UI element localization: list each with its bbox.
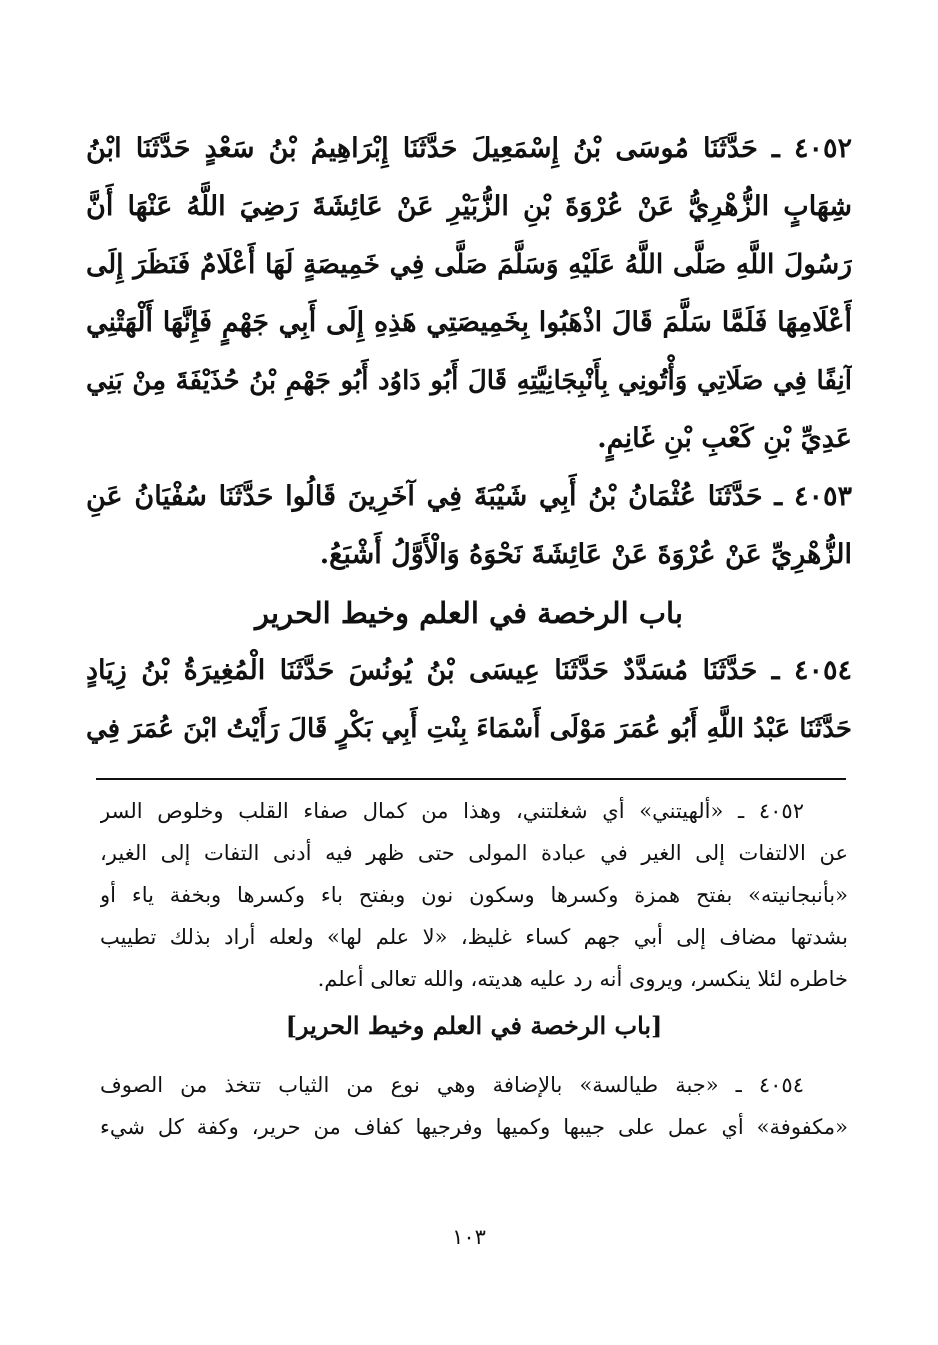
text-line: أَعْلَامِهَا فَلَمَّا سَلَّمَ قَالَ اذْهَبُوا بِخَمِيصَتِي هَذِهِ إِلَى أَبِي جَهْمٍ فَإِنَّهَا أَلْهَتْنِي: [86, 307, 852, 338]
footnote-line: بشدتها مضاف إلى أبي جهم كساء غليظ، «لا علم لها» ولعله أراد بذلك تطييب: [100, 925, 848, 949]
footnote-line: خاطره لئلا ينكسر، ويروى أنه رد عليه هديته، والله تعالى أعلم.: [317, 967, 848, 991]
hadith-4052: [86, 120, 852, 468]
footnote-line: عن الالتفات إلى الغير في عبادة المولى حتى ظهر فيه أدنى التفات إلى الغير،: [100, 841, 848, 865]
text-line: شِهَابٍ الزُّهْرِيُّ عَنْ عُرْوَةَ بْنِ الزُّبَيْرِ عَنْ عَائِشَةَ رَضِيَ اللَّهُ عَنْهَا أَنَّ: [86, 191, 852, 222]
spacer: [100, 1052, 848, 1064]
footnote-line: ٤٠٥٢ ـ «ألهيتني» أي شغلتني، وهذا من كمال صفاء القلب وخلوص السر: [100, 799, 804, 823]
text-line: عَدِيِّ بْنِ كَعْبِ بْنِ غَانِمٍ.: [597, 423, 852, 454]
text-line: آنِفًا فِي صَلَاتِي وَأْتُونِي بِأَنْبِجَانِيَّتِهِ قَالَ أَبُو دَاوُد أَبُو جَهْمِ بْنُ حُذَيْفَةَ مِنْ بَنِي: [86, 366, 852, 396]
text-line: ٤٠٥٣ ـ حَدَّثَنَا عُثْمَانُ بْنُ أَبِي شَيْبَةَ فِي آخَرِينَ قَالُوا حَدَّثَنَا سُفْيَانُ عَنِ: [86, 481, 852, 512]
text-line: رَسُولَ اللَّهِ صَلَّى اللَّهُ عَلَيْهِ وَسَلَّمَ صَلَّى فِي خَمِيصَةٍ لَهَا أَعْلَامٌ فَنَظَرَ إِلَى: [86, 249, 852, 280]
text-line: حَدَّثَنَا عَبْدُ اللَّهِ أَبُو عُمَرَ مَوْلَى أَسْمَاءَ بِنْتِ أَبِي بَكْرٍ قَالَ رَأَيْتُ ابْنَ عُمَرَ فِي: [86, 714, 852, 744]
footnote-4054: [100, 1064, 848, 1148]
text-line: ٤٠٥٤ ـ حَدَّثَنَا مُسَدَّدٌ حَدَّثَنَا عِيسَى بْنُ يُونُسَ حَدَّثَنَا الْمُغِيرَةُ بْنُ زِيَادٍ: [86, 655, 852, 686]
footnote-chapter-heading: [باب الرخصة في العلم وخيط الحرير]: [285, 1011, 663, 1040]
footnote-line: «مكفوفة» أي عمل على جيبها وكميها وفرجيها كفاف من حرير، وكفة كل شيء: [100, 1115, 848, 1139]
footnote-line: «بأنبجانيته» بفتح همزة وكسرها وسكون نون وبفتح باء وكسرها وبخفة ياء أو: [100, 883, 848, 907]
hadith-4054: [86, 642, 852, 758]
footnotes: [100, 790, 848, 1148]
footnote-divider: [96, 778, 846, 780]
chapter-heading: باب الرخصة في العلم وخيط الحرير: [255, 596, 683, 630]
text-line: ٤٠٥٢ ـ حَدَّثَنَا مُوسَى بْنُ إِسْمَعِيلَ حَدَّثَنَا إِبْرَاهِيمُ بْنُ سَعْدٍ حَدَّثَنَا ابْنُ: [86, 133, 852, 164]
page-number: ١٠٣: [452, 1225, 486, 1249]
footnote-4052: [100, 790, 848, 1000]
text-line: الزُّهْرِيِّ عَنْ عُرْوَةَ عَنْ عَائِشَةَ نَحْوَهُ وَالْأَوَّلُ أَشْبَعُ.: [319, 539, 852, 570]
hadith-4053: [86, 468, 852, 584]
main-text: [86, 120, 852, 758]
footnote-line: ٤٠٥٤ ـ «جبة طيالسة» بالإضافة وهي نوع من الثياب تتخذ من الصوف: [100, 1073, 804, 1097]
